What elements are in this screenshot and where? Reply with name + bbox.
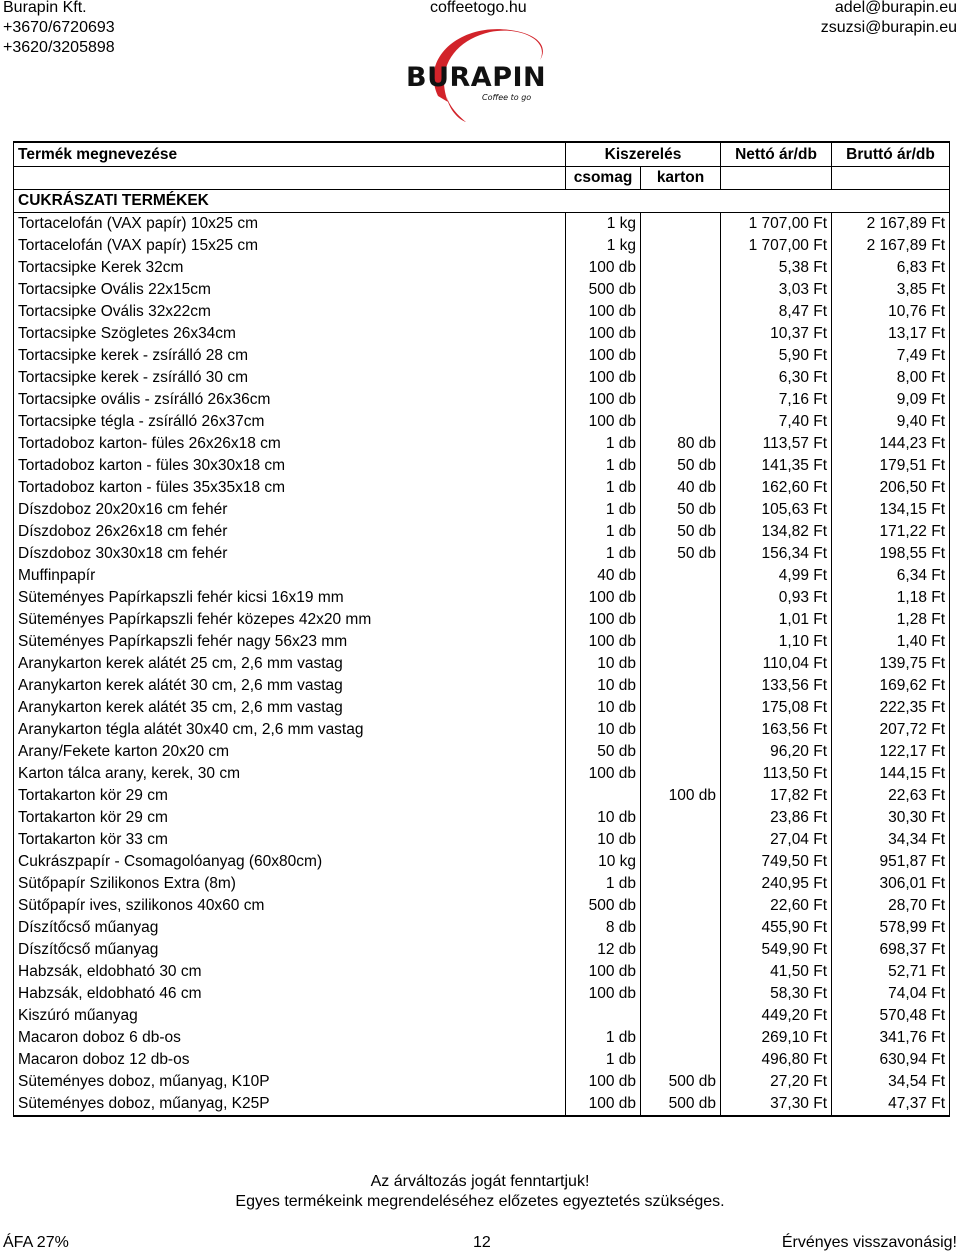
net-price: 3,03 Ft bbox=[721, 279, 832, 301]
carton-size bbox=[641, 389, 721, 411]
pack-size: 10 db bbox=[566, 807, 641, 829]
product-name: Muffinpapír bbox=[14, 565, 566, 587]
gross-price: 34,54 Ft bbox=[832, 1071, 950, 1093]
pack-size: 50 db bbox=[566, 741, 641, 763]
pack-size: 1 kg bbox=[566, 213, 641, 236]
pack-size: 100 db bbox=[566, 257, 641, 279]
pack-size: 1 db bbox=[566, 433, 641, 455]
pack-size: 1 db bbox=[566, 477, 641, 499]
col-net-header: Nettó ár/db bbox=[721, 142, 832, 167]
carton-size: 50 db bbox=[641, 543, 721, 565]
table-row bbox=[14, 257, 950, 279]
carton-size: 50 db bbox=[641, 499, 721, 521]
net-price: 96,20 Ft bbox=[721, 741, 832, 763]
product-name: Habzsák, eldobható 46 cm bbox=[14, 983, 566, 1005]
pack-size: 10 kg bbox=[566, 851, 641, 873]
pack-size: 100 db bbox=[566, 609, 641, 631]
product-name: Aranykarton kerek alátét 25 cm, 2,6 mm vastag bbox=[14, 653, 566, 675]
gross-price: 2 167,89 Ft bbox=[832, 213, 950, 236]
col-gross-header: Bruttó ár/db bbox=[832, 142, 950, 167]
pack-size: 1 db bbox=[566, 543, 641, 565]
table-row bbox=[14, 499, 950, 521]
product-name: Sütőpapír Szilikonos Extra (8m) bbox=[14, 873, 566, 895]
net-price: 5,90 Ft bbox=[721, 345, 832, 367]
carton-size bbox=[641, 961, 721, 983]
table-row bbox=[14, 675, 950, 697]
net-price: 749,50 Ft bbox=[721, 851, 832, 873]
col-pack-header: Kiszerelés bbox=[566, 142, 721, 167]
carton-size bbox=[641, 565, 721, 587]
gross-price: 52,71 Ft bbox=[832, 961, 950, 983]
gross-price: 122,17 Ft bbox=[832, 741, 950, 763]
net-price: 7,40 Ft bbox=[721, 411, 832, 433]
net-price: 27,04 Ft bbox=[721, 829, 832, 851]
pack-size: 100 db bbox=[566, 345, 641, 367]
product-name: Tortacsipke Ovális 32x22cm bbox=[14, 301, 566, 323]
table-row bbox=[14, 1027, 950, 1049]
net-price: 141,35 Ft bbox=[721, 455, 832, 477]
gross-price: 22,63 Ft bbox=[832, 785, 950, 807]
net-price: 110,04 Ft bbox=[721, 653, 832, 675]
table-row bbox=[14, 719, 950, 741]
gross-price: 306,01 Ft bbox=[832, 873, 950, 895]
carton-size: 500 db bbox=[641, 1093, 721, 1116]
product-name: Tortacelofán (VAX papír) 15x25 cm bbox=[14, 235, 566, 257]
net-price: 22,60 Ft bbox=[721, 895, 832, 917]
gross-price: 1,18 Ft bbox=[832, 587, 950, 609]
net-price: 134,82 Ft bbox=[721, 521, 832, 543]
product-name: Sütőpapír ives, szilikonos 40x60 cm bbox=[14, 895, 566, 917]
gross-price: 47,37 Ft bbox=[832, 1093, 950, 1116]
product-name: Tortakarton kör 29 cm bbox=[14, 785, 566, 807]
net-price: 37,30 Ft bbox=[721, 1093, 832, 1116]
pack-size: 100 db bbox=[566, 587, 641, 609]
subheader-blank bbox=[721, 167, 832, 190]
pack-size: 100 db bbox=[566, 1071, 641, 1093]
net-price: 240,95 Ft bbox=[721, 873, 832, 895]
carton-size: 50 db bbox=[641, 521, 721, 543]
pack-size: 500 db bbox=[566, 279, 641, 301]
gross-price: 139,75 Ft bbox=[832, 653, 950, 675]
product-name: Tortakarton kör 33 cm bbox=[14, 829, 566, 851]
email-1[interactable]: adel@burapin.eu bbox=[834, 0, 957, 16]
table-row bbox=[14, 1071, 950, 1093]
table-row bbox=[14, 235, 950, 257]
carton-size bbox=[641, 609, 721, 631]
table-row bbox=[14, 367, 950, 389]
gross-price: 207,72 Ft bbox=[832, 719, 950, 741]
net-price: 269,10 Ft bbox=[721, 1027, 832, 1049]
vat-label: ÁFA 27% bbox=[3, 1234, 69, 1251]
pack-size bbox=[566, 785, 641, 807]
product-name: Díszdoboz 26x26x18 cm fehér bbox=[14, 521, 566, 543]
gross-price: 171,22 Ft bbox=[832, 521, 950, 543]
pack-size: 1 db bbox=[566, 1049, 641, 1071]
gross-price: 222,35 Ft bbox=[832, 697, 950, 719]
carton-size bbox=[641, 719, 721, 741]
net-price: 0,93 Ft bbox=[721, 587, 832, 609]
carton-size bbox=[641, 675, 721, 697]
email-2[interactable]: zsuzsi@burapin.eu bbox=[820, 19, 957, 36]
table-row bbox=[14, 631, 950, 653]
table-row bbox=[14, 1093, 950, 1116]
carton-size: 40 db bbox=[641, 477, 721, 499]
table-row bbox=[14, 917, 950, 939]
pack-size: 100 db bbox=[566, 763, 641, 785]
net-price: 8,47 Ft bbox=[721, 301, 832, 323]
table-row bbox=[14, 279, 950, 301]
pack-size: 100 db bbox=[566, 367, 641, 389]
carton-size bbox=[641, 279, 721, 301]
pack-size: 100 db bbox=[566, 411, 641, 433]
net-price: 162,60 Ft bbox=[721, 477, 832, 499]
net-price: 1 707,00 Ft bbox=[721, 213, 832, 236]
gross-price: 570,48 Ft bbox=[832, 1005, 950, 1027]
gross-price: 144,15 Ft bbox=[832, 763, 950, 785]
pack-size: 1 db bbox=[566, 499, 641, 521]
pack-size: 100 db bbox=[566, 389, 641, 411]
table-row bbox=[14, 697, 950, 719]
net-price: 549,90 Ft bbox=[721, 939, 832, 961]
net-price: 175,08 Ft bbox=[721, 697, 832, 719]
net-price: 449,20 Ft bbox=[721, 1005, 832, 1027]
carton-size bbox=[641, 697, 721, 719]
table-row bbox=[14, 763, 950, 785]
carton-size: 80 db bbox=[641, 433, 721, 455]
pack-size: 8 db bbox=[566, 917, 641, 939]
net-price: 6,30 Ft bbox=[721, 367, 832, 389]
product-name: Tortacsipke Kerek 32cm bbox=[14, 257, 566, 279]
gross-price: 341,76 Ft bbox=[832, 1027, 950, 1049]
pack-size: 10 db bbox=[566, 719, 641, 741]
gross-price: 179,51 Ft bbox=[832, 455, 950, 477]
gross-price: 144,23 Ft bbox=[832, 433, 950, 455]
table-row bbox=[14, 873, 950, 895]
gross-price: 1,40 Ft bbox=[832, 631, 950, 653]
product-name: Aranykarton kerek alátét 35 cm, 2,6 mm vastag bbox=[14, 697, 566, 719]
price-list-table bbox=[13, 141, 950, 1117]
pack-size: 1 db bbox=[566, 1027, 641, 1049]
gross-price: 206,50 Ft bbox=[832, 477, 950, 499]
product-name: Karton tálca arany, kerek, 30 cm bbox=[14, 763, 566, 785]
gross-price: 134,15 Ft bbox=[832, 499, 950, 521]
pack-size: 40 db bbox=[566, 565, 641, 587]
carton-size bbox=[641, 301, 721, 323]
carton-size bbox=[641, 807, 721, 829]
net-price: 105,63 Ft bbox=[721, 499, 832, 521]
gross-price: 13,17 Ft bbox=[832, 323, 950, 345]
pack-size: 100 db bbox=[566, 301, 641, 323]
table-row bbox=[14, 345, 950, 367]
net-price: 7,16 Ft bbox=[721, 389, 832, 411]
gross-price: 10,76 Ft bbox=[832, 301, 950, 323]
gross-price: 630,94 Ft bbox=[832, 1049, 950, 1071]
gross-price: 1,28 Ft bbox=[832, 609, 950, 631]
pack-size: 12 db bbox=[566, 939, 641, 961]
gross-price: 30,30 Ft bbox=[832, 807, 950, 829]
product-name: Cukrászpapír - Csomagolóanyag (60x80cm) bbox=[14, 851, 566, 873]
net-price: 496,80 Ft bbox=[721, 1049, 832, 1071]
gross-price: 2 167,89 Ft bbox=[832, 235, 950, 257]
net-price: 27,20 Ft bbox=[721, 1071, 832, 1093]
net-price: 58,30 Ft bbox=[721, 983, 832, 1005]
col-name-header: Termék megnevezése bbox=[14, 142, 566, 167]
table-row bbox=[14, 411, 950, 433]
product-name: Tortacsipke tégla - zsírálló 26x37cm bbox=[14, 411, 566, 433]
gross-price: 9,09 Ft bbox=[832, 389, 950, 411]
net-price: 1,01 Ft bbox=[721, 609, 832, 631]
burapin-logo bbox=[400, 18, 560, 123]
pack-size: 100 db bbox=[566, 323, 641, 345]
net-price: 1,10 Ft bbox=[721, 631, 832, 653]
table-row bbox=[14, 785, 950, 807]
table-row bbox=[14, 521, 950, 543]
product-name: Tortacelofán (VAX papír) 10x25 cm bbox=[14, 213, 566, 236]
product-name: Tortakarton kör 29 cm bbox=[14, 807, 566, 829]
net-price: 41,50 Ft bbox=[721, 961, 832, 983]
gross-price: 7,49 Ft bbox=[832, 345, 950, 367]
net-price: 17,82 Ft bbox=[721, 785, 832, 807]
carton-size bbox=[641, 257, 721, 279]
table-row bbox=[14, 301, 950, 323]
product-name: Macaron doboz 12 db-os bbox=[14, 1049, 566, 1071]
pack-size: 1 db bbox=[566, 521, 641, 543]
pack-size: 1 kg bbox=[566, 235, 641, 257]
gross-price: 6,83 Ft bbox=[832, 257, 950, 279]
order-note: Egyes termékeink megrendeléséhez előzetes egyeztetés szükséges. bbox=[235, 1193, 725, 1210]
category-title: CUKRÁSZATI TERMÉKEK bbox=[14, 190, 950, 213]
product-name: Arany/Fekete karton 20x20 cm bbox=[14, 741, 566, 763]
table-row bbox=[14, 609, 950, 631]
carton-size bbox=[641, 763, 721, 785]
pack-size: 10 db bbox=[566, 829, 641, 851]
product-name: Díszítőcső műanyag bbox=[14, 917, 566, 939]
table-row bbox=[14, 961, 950, 983]
table-row bbox=[14, 653, 950, 675]
net-price: 113,50 Ft bbox=[721, 763, 832, 785]
product-name: Süteményes Papírkapszli fehér közepes 42x20 mm bbox=[14, 609, 566, 631]
website-link[interactable]: coffeetogo.hu bbox=[430, 0, 527, 16]
carton-size bbox=[641, 917, 721, 939]
phone-1: +3670/6720693 bbox=[3, 19, 115, 36]
pack-size: 10 db bbox=[566, 697, 641, 719]
product-name: Tortacsipke ovális - zsírálló 26x36cm bbox=[14, 389, 566, 411]
product-name: Tortacsipke kerek - zsírálló 28 cm bbox=[14, 345, 566, 367]
table-subheader-row bbox=[14, 167, 950, 190]
gross-price: 951,87 Ft bbox=[832, 851, 950, 873]
table-row bbox=[14, 983, 950, 1005]
product-name: Süteményes doboz, műanyag, K10P bbox=[14, 1071, 566, 1093]
product-name: Tortacsipke Ovális 22x15cm bbox=[14, 279, 566, 301]
gross-price: 3,85 Ft bbox=[832, 279, 950, 301]
pack-size: 1 db bbox=[566, 455, 641, 477]
net-price: 133,56 Ft bbox=[721, 675, 832, 697]
net-price: 10,37 Ft bbox=[721, 323, 832, 345]
table-row bbox=[14, 829, 950, 851]
net-price: 163,56 Ft bbox=[721, 719, 832, 741]
phone-2: +3620/3205898 bbox=[3, 39, 115, 56]
carton-size bbox=[641, 1049, 721, 1071]
product-name: Macaron doboz 6 db-os bbox=[14, 1027, 566, 1049]
gross-price: 9,40 Ft bbox=[832, 411, 950, 433]
pack-size: 100 db bbox=[566, 631, 641, 653]
table-row bbox=[14, 1005, 950, 1027]
product-name: Díszdoboz 20x20x16 cm fehér bbox=[14, 499, 566, 521]
product-name: Tortadoboz karton- füles 26x26x18 cm bbox=[14, 433, 566, 455]
validity-note: Érvényes visszavonásig! bbox=[781, 1234, 957, 1251]
carton-size bbox=[641, 323, 721, 345]
pack-size bbox=[566, 1005, 641, 1027]
pack-size: 500 db bbox=[566, 895, 641, 917]
carton-size bbox=[641, 587, 721, 609]
col-karton-header: karton bbox=[641, 167, 721, 190]
carton-size bbox=[641, 895, 721, 917]
carton-size bbox=[641, 653, 721, 675]
gross-price: 6,34 Ft bbox=[832, 565, 950, 587]
product-name: Aranykarton tégla alátét 30x40 cm, 2,6 mm vastag bbox=[14, 719, 566, 741]
net-price: 113,57 Ft bbox=[721, 433, 832, 455]
product-name: Süteményes Papírkapszli fehér kicsi 16x19 mm bbox=[14, 587, 566, 609]
table-row bbox=[14, 543, 950, 565]
gross-price: 28,70 Ft bbox=[832, 895, 950, 917]
carton-size bbox=[641, 411, 721, 433]
table-row bbox=[14, 851, 950, 873]
carton-size bbox=[641, 983, 721, 1005]
category-row bbox=[14, 190, 950, 213]
table-row bbox=[14, 213, 950, 236]
carton-size bbox=[641, 741, 721, 763]
subheader-blank bbox=[14, 167, 566, 190]
price-change-note: Az árváltozás jogát fenntartjuk! bbox=[370, 1173, 590, 1190]
net-price: 23,86 Ft bbox=[721, 807, 832, 829]
pack-size: 100 db bbox=[566, 961, 641, 983]
table-row bbox=[14, 895, 950, 917]
carton-size bbox=[641, 939, 721, 961]
product-name: Tortadoboz karton - füles 30x30x18 cm bbox=[14, 455, 566, 477]
table-row bbox=[14, 323, 950, 345]
carton-size bbox=[641, 345, 721, 367]
table-row bbox=[14, 1049, 950, 1071]
table-row bbox=[14, 741, 950, 763]
net-price: 1 707,00 Ft bbox=[721, 235, 832, 257]
carton-size bbox=[641, 631, 721, 653]
carton-size: 500 db bbox=[641, 1071, 721, 1093]
product-name: Tortadoboz karton - füles 35x35x18 cm bbox=[14, 477, 566, 499]
table-row bbox=[14, 477, 950, 499]
product-name: Süteményes doboz, műanyag, K25P bbox=[14, 1093, 566, 1116]
product-name: Tortacsipke Szögletes 26x34cm bbox=[14, 323, 566, 345]
carton-size bbox=[641, 873, 721, 895]
pack-size: 1 db bbox=[566, 873, 641, 895]
table-row bbox=[14, 939, 950, 961]
pack-size: 10 db bbox=[566, 653, 641, 675]
net-price: 156,34 Ft bbox=[721, 543, 832, 565]
net-price: 5,38 Ft bbox=[721, 257, 832, 279]
product-name: Habzsák, eldobható 30 cm bbox=[14, 961, 566, 983]
company-name: Burapin Kft. bbox=[3, 0, 87, 16]
table-row bbox=[14, 565, 950, 587]
gross-price: 8,00 Ft bbox=[832, 367, 950, 389]
carton-size: 100 db bbox=[641, 785, 721, 807]
product-name: Tortacsipke kerek - zsírálló 30 cm bbox=[14, 367, 566, 389]
net-price: 455,90 Ft bbox=[721, 917, 832, 939]
logo-wordmark: BURAPIN bbox=[406, 62, 547, 93]
product-name: Díszítőcső műanyag bbox=[14, 939, 566, 961]
gross-price: 169,62 Ft bbox=[832, 675, 950, 697]
carton-size bbox=[641, 1005, 721, 1027]
table-row bbox=[14, 587, 950, 609]
gross-price: 578,99 Ft bbox=[832, 917, 950, 939]
gross-price: 74,04 Ft bbox=[832, 983, 950, 1005]
table-header-row bbox=[14, 142, 950, 167]
carton-size bbox=[641, 851, 721, 873]
table-row bbox=[14, 433, 950, 455]
logo-tagline: Coffee to go bbox=[482, 93, 532, 102]
carton-size bbox=[641, 235, 721, 257]
gross-price: 34,34 Ft bbox=[832, 829, 950, 851]
pack-size: 10 db bbox=[566, 675, 641, 697]
carton-size bbox=[641, 1027, 721, 1049]
table-row bbox=[14, 455, 950, 477]
product-name: Díszdoboz 30x30x18 cm fehér bbox=[14, 543, 566, 565]
gross-price: 698,37 Ft bbox=[832, 939, 950, 961]
page-number: 12 bbox=[473, 1234, 491, 1251]
gross-price: 198,55 Ft bbox=[832, 543, 950, 565]
pack-size: 100 db bbox=[566, 1093, 641, 1116]
product-name: Kiszúró műanyag bbox=[14, 1005, 566, 1027]
col-csomag-header: csomag bbox=[566, 167, 641, 190]
net-price: 4,99 Ft bbox=[721, 565, 832, 587]
carton-size bbox=[641, 213, 721, 236]
carton-size bbox=[641, 367, 721, 389]
carton-size bbox=[641, 829, 721, 851]
product-name: Aranykarton kerek alátét 30 cm, 2,6 mm vastag bbox=[14, 675, 566, 697]
carton-size: 50 db bbox=[641, 455, 721, 477]
table-row bbox=[14, 807, 950, 829]
pack-size: 100 db bbox=[566, 983, 641, 1005]
subheader-blank bbox=[832, 167, 950, 190]
product-name: Süteményes Papírkapszli fehér nagy 56x23 mm bbox=[14, 631, 566, 653]
table-row bbox=[14, 389, 950, 411]
